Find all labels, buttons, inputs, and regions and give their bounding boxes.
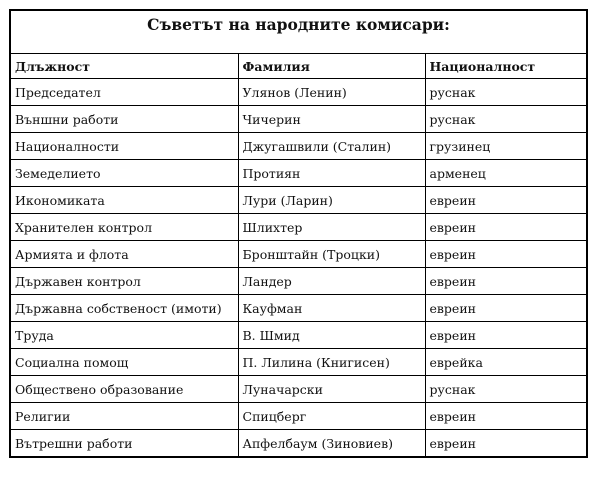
header-row: [10, 54, 587, 79]
cell-position: Външни работи: [10, 106, 238, 133]
cell-nationality: евреин: [425, 430, 587, 458]
cell-nationality: арменец: [425, 160, 587, 187]
cell-surname: Луначарски: [238, 376, 425, 403]
cell-nationality: евреин: [425, 187, 587, 214]
cell-position: Икономиката: [10, 187, 238, 214]
table-row: [10, 106, 587, 133]
cell-position: Държавна собственост (имоти): [10, 295, 238, 322]
cell-surname: П. Лилина (Книгисен): [238, 349, 425, 376]
cell-nationality: грузинец: [425, 133, 587, 160]
cell-nationality: евреин: [425, 241, 587, 268]
cell-nationality: евреин: [425, 295, 587, 322]
table-row: [10, 160, 587, 187]
cell-position: Държавен контрол: [10, 268, 238, 295]
cell-surname: Кауфман: [238, 295, 425, 322]
commissars-table: [9, 9, 588, 458]
table-row: [10, 430, 587, 458]
cell-surname: Бронштайн (Троцки): [238, 241, 425, 268]
title-row: [10, 10, 587, 54]
table-row: [10, 295, 587, 322]
cell-position: Националности: [10, 133, 238, 160]
cell-nationality: руснак: [425, 376, 587, 403]
cell-position: Обществено образование: [10, 376, 238, 403]
header-nationality: Националност: [425, 54, 587, 79]
cell-position: Земеделието: [10, 160, 238, 187]
cell-surname: Шлихтер: [238, 214, 425, 241]
cell-surname: Протиян: [238, 160, 425, 187]
table-row: [10, 322, 587, 349]
table-row: [10, 79, 587, 106]
table-row: [10, 241, 587, 268]
table-row: [10, 268, 587, 295]
cell-nationality: еврейка: [425, 349, 587, 376]
header-position: Длъжност: [10, 54, 238, 79]
cell-surname: Апфелбаум (Зиновиев): [238, 430, 425, 458]
cell-position: Вътрешни работи: [10, 430, 238, 458]
table-title: Съветът на народните комисари:: [10, 10, 587, 54]
cell-position: Хранителен контрол: [10, 214, 238, 241]
cell-surname: Ландер: [238, 268, 425, 295]
cell-position: Религии: [10, 403, 238, 430]
cell-position: Армията и флота: [10, 241, 238, 268]
cell-surname: Лури (Ларин): [238, 187, 425, 214]
cell-surname: Спицберг: [238, 403, 425, 430]
cell-surname: Джугашвили (Сталин): [238, 133, 425, 160]
table-row: [10, 376, 587, 403]
cell-nationality: евреин: [425, 268, 587, 295]
cell-surname: Улянов (Ленин): [238, 79, 425, 106]
cell-position: Председател: [10, 79, 238, 106]
cell-surname: Чичерин: [238, 106, 425, 133]
cell-position: Труда: [10, 322, 238, 349]
cell-nationality: евреин: [425, 214, 587, 241]
cell-nationality: руснак: [425, 106, 587, 133]
table-row: [10, 403, 587, 430]
cell-nationality: евреин: [425, 322, 587, 349]
header-surname: Фамилия: [238, 54, 425, 79]
table-row: [10, 133, 587, 160]
commissars-table-container: [9, 9, 586, 458]
cell-surname: В. Шмид: [238, 322, 425, 349]
table-row: [10, 187, 587, 214]
cell-nationality: руснак: [425, 79, 587, 106]
cell-nationality: евреин: [425, 403, 587, 430]
table-row: [10, 349, 587, 376]
table-row: [10, 214, 587, 241]
cell-position: Социална помощ: [10, 349, 238, 376]
